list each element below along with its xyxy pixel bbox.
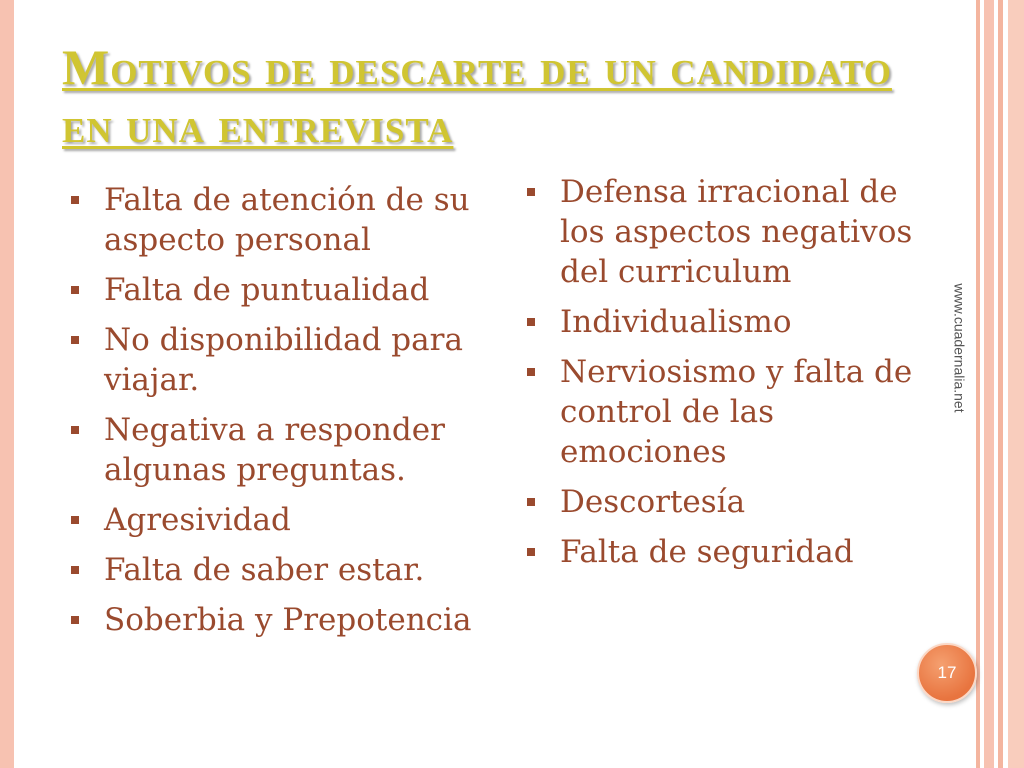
list-item (524, 532, 944, 572)
slide-title: Motivos de descarte de un candidato en una entrevista (62, 39, 892, 153)
website-text: www.cuadernalia.net (952, 283, 968, 413)
list-item-text: Descortesía (560, 484, 746, 520)
square-bullet-icon (71, 616, 79, 624)
square-bullet-icon (71, 196, 79, 204)
list-item-text: Individualismo (560, 304, 792, 340)
list-item-text: No disponibilidad para viajar. (104, 322, 463, 398)
left-bullet-list (68, 180, 488, 650)
list-item (68, 270, 488, 310)
list-item (524, 302, 944, 342)
list-item-text: Soberbia y Prepotencia (104, 602, 472, 638)
website-watermark (948, 268, 972, 428)
list-item-text: Falta de atención de su aspecto personal (104, 182, 470, 258)
square-bullet-icon (527, 188, 535, 196)
list-item-text: Falta de puntualidad (104, 272, 430, 308)
list-item (68, 600, 488, 640)
slide-left-border (0, 0, 14, 768)
list-item (524, 172, 944, 292)
list-item-text: Negativa a responder algunas preguntas. (104, 412, 445, 488)
list-item (68, 550, 488, 590)
square-bullet-icon (527, 368, 535, 376)
list-item-text: Falta de saber estar. (104, 552, 425, 588)
decorative-stripe (976, 0, 980, 768)
square-bullet-icon (71, 336, 79, 344)
square-bullet-icon (71, 286, 79, 294)
square-bullet-icon (71, 566, 79, 574)
list-item (524, 482, 944, 522)
decorative-stripe (998, 0, 1003, 768)
list-item (68, 500, 488, 540)
list-item-text: Nerviosismo y falta de control de las emociones (560, 354, 913, 470)
list-item (524, 352, 944, 472)
square-bullet-icon (527, 548, 535, 556)
square-bullet-icon (71, 426, 79, 434)
square-bullet-icon (527, 318, 535, 326)
decorative-stripe (984, 0, 994, 768)
list-item-text: Defensa irracional de los aspectos negativos del curriculum (560, 174, 913, 290)
list-item-text: Agresividad (104, 502, 291, 538)
list-item (68, 320, 488, 400)
list-item (68, 180, 488, 260)
page-number-badge: 17 (917, 643, 977, 703)
decorative-stripe (1008, 0, 1024, 768)
right-bullet-list (524, 172, 944, 582)
square-bullet-icon (527, 498, 535, 506)
square-bullet-icon (71, 516, 79, 524)
list-item-text: Falta de seguridad (560, 534, 854, 570)
list-item (68, 410, 488, 490)
